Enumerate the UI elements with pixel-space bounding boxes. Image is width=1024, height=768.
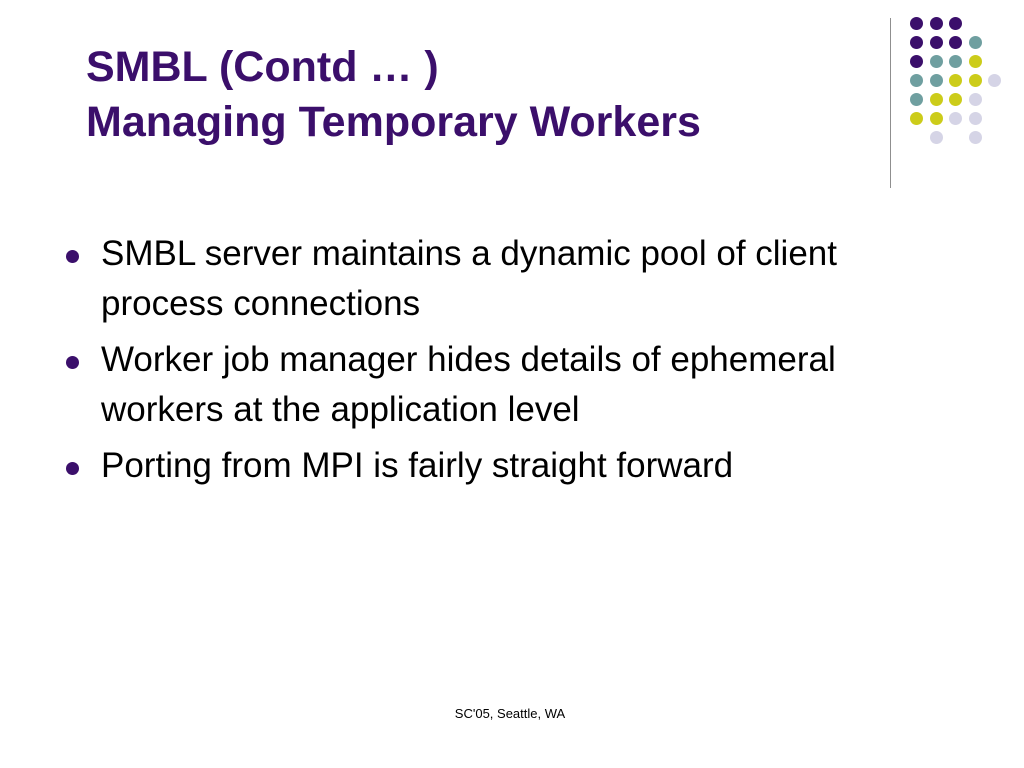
slide-title-line-1: SMBL (Contd … ) xyxy=(86,43,439,91)
decorative-dot-icon xyxy=(969,36,982,49)
decorative-dot-icon xyxy=(949,36,962,49)
decorative-dot-icon xyxy=(949,93,962,106)
slide-title-line-2: Managing Temporary Workers xyxy=(86,98,701,146)
decorative-dot-icon xyxy=(910,36,923,49)
decorative-dot-icon xyxy=(930,112,943,125)
decorative-dot-icon xyxy=(910,74,923,87)
decorative-dot-icon xyxy=(949,112,962,125)
decorative-dot-icon xyxy=(930,74,943,87)
bullet-text: Porting from MPI is fairly straight forward xyxy=(101,446,734,485)
slide-title xyxy=(86,40,866,150)
decorative-dot-icon xyxy=(969,55,982,68)
decorative-dot-icon xyxy=(930,17,943,30)
decorative-dot-icon xyxy=(949,17,962,30)
bullet-marker-icon xyxy=(66,250,79,263)
bullet-marker-icon xyxy=(66,356,79,369)
decorative-dot-icon xyxy=(910,55,923,68)
decorative-dot-icon xyxy=(969,131,982,144)
decorative-dot-icon xyxy=(910,17,923,30)
decorative-dot-icon xyxy=(930,36,943,49)
decorative-dot-icon xyxy=(910,93,923,106)
bullet-list xyxy=(64,229,944,497)
decorative-dot-grid xyxy=(906,14,1006,166)
bullet-item xyxy=(64,335,944,435)
decorative-dot-icon xyxy=(910,112,923,125)
slide-footer: SC'05, Seattle, WA xyxy=(454,706,566,721)
decorative-dot-icon xyxy=(969,74,982,87)
decorative-dot-icon xyxy=(969,112,982,125)
decorative-dot-icon xyxy=(969,93,982,106)
decorative-dot-icon xyxy=(930,131,943,144)
decorative-dot-icon xyxy=(988,74,1001,87)
vertical-divider xyxy=(890,18,891,188)
bullet-item xyxy=(64,441,944,491)
decorative-dot-icon xyxy=(949,74,962,87)
bullet-item xyxy=(64,229,944,329)
bullet-text: Worker job manager hides details of ephemeral workers at the application level xyxy=(101,340,836,429)
decorative-dot-icon xyxy=(949,55,962,68)
bullet-marker-icon xyxy=(66,462,79,475)
bullet-text: SMBL server maintains a dynamic pool of client process connections xyxy=(101,234,837,323)
decorative-dot-icon xyxy=(930,93,943,106)
decorative-dot-icon xyxy=(930,55,943,68)
